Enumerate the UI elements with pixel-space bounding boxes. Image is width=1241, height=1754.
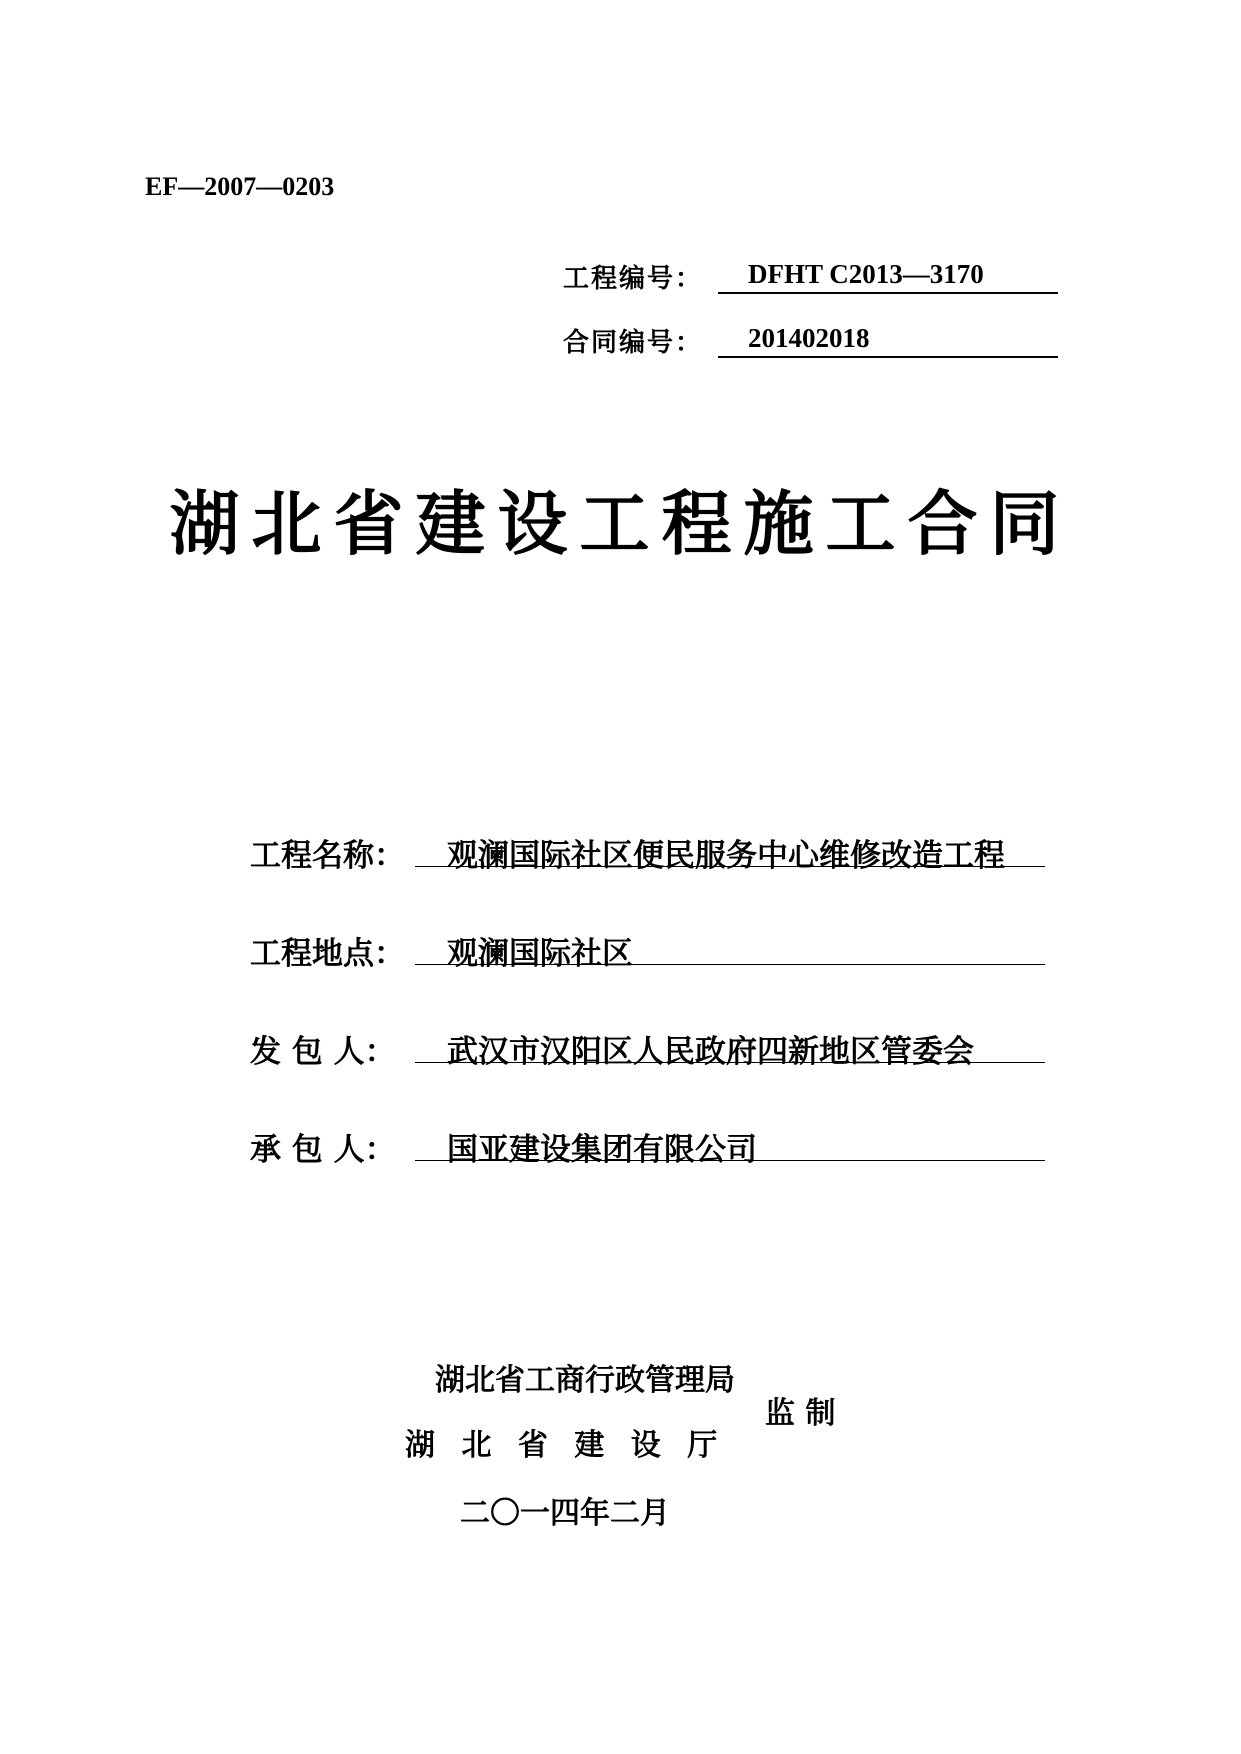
field-value-project-name: 观澜国际社区便民服务中心维修改造工程 xyxy=(447,838,1005,874)
field-label-project-name: 工程名称： xyxy=(250,838,405,874)
contract-number-label: 合同编号： xyxy=(563,328,704,358)
form-code: EF—2007—0203 xyxy=(145,172,335,201)
field-value-project-location: 观澜国际社区 xyxy=(447,936,633,972)
project-number-value: DFHT C2013—3170 xyxy=(748,259,984,289)
field-label-employer: 发 包 人： xyxy=(250,1034,396,1070)
supervise-label: 监 制 xyxy=(765,1396,836,1431)
field-label-project-location: 工程地点： xyxy=(250,936,405,972)
field-value-contractor: 国亚建设集团有限公司 xyxy=(447,1132,757,1168)
issuer-industry-commerce: 湖北省工商行政管理局 xyxy=(435,1363,735,1398)
contract-number-value: 201402018 xyxy=(748,323,870,353)
issue-date: 二〇一四年二月 xyxy=(460,1496,670,1531)
field-value-employer: 武汉市汉阳区人民政府四新地区管委会 xyxy=(447,1034,974,1070)
project-number-label: 工程编号： xyxy=(563,264,704,294)
issuer-construction-department: 湖 北 省 建 设 厅 xyxy=(405,1428,726,1463)
field-label-contractor: 承 包 人： xyxy=(250,1132,396,1168)
document-title: 湖北省建设工程施工合同 xyxy=(169,482,1072,565)
